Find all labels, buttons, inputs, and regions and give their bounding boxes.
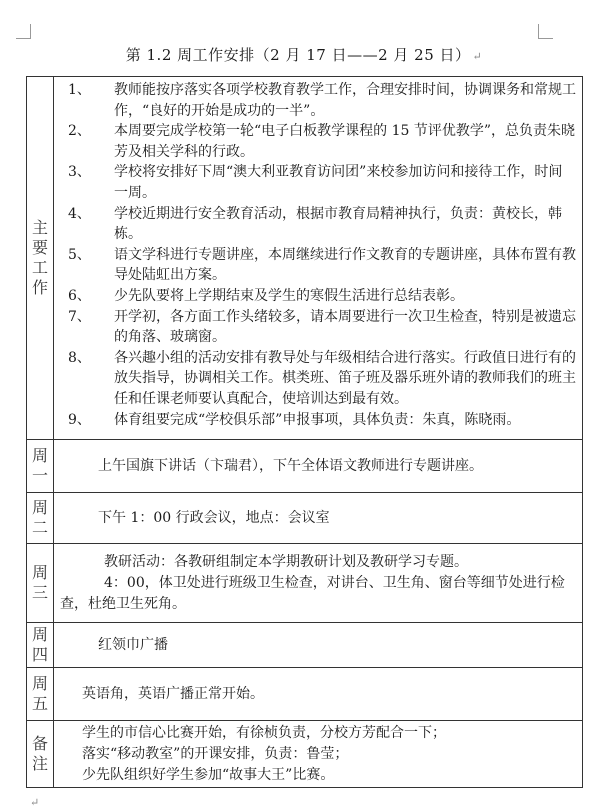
thursday-label [27, 623, 54, 668]
tuesday-content [54, 493, 583, 544]
label-char: 周 [31, 674, 48, 693]
item-text: 学校将安排好下周“澳大利亚教育访问团”来校参加访问和接待工作，时间一周。 [114, 164, 563, 201]
page-corner-mark-right [538, 24, 553, 39]
notes-row [27, 721, 583, 788]
item-text: 少先队要将上学期结束及学生的寒假生活进行总结表彰。 [114, 287, 464, 304]
label-char: 主 [31, 218, 48, 237]
paragraph-mark-icon: ↵ [30, 796, 40, 809]
weekly-schedule-table [26, 76, 583, 788]
day-line: 下午 1：00 行政会议，地点：会议室 [98, 509, 330, 526]
item-text: 学校近期进行安全教育活动，根据市教育局精神执行，负责：黄校长，韩栋。 [114, 205, 562, 243]
list-item [60, 204, 576, 245]
main-work-row [27, 77, 583, 440]
day-line: 教研活动：各教研组制定本学期教研计划及教研学习专题。 [104, 553, 468, 570]
title-text: 第 1.2 周工作安排（2 月 17 日——2 月 25 日） [125, 46, 471, 64]
item-number: 6、 [68, 287, 91, 304]
item-number: 4、 [68, 205, 91, 222]
page-corner-mark-left [16, 24, 31, 39]
page-title [0, 44, 608, 65]
label-char: 注 [31, 754, 48, 773]
wednesday-row [27, 544, 583, 623]
tuesday-row [27, 493, 583, 544]
item-text: 语文学科进行专题讲座，本周继续进行作文教育的专题讲座，具体布置有教导处陆虹出方案。 [114, 246, 576, 284]
label-char: 周 [31, 498, 48, 517]
item-text: 教师能按序落实各项学校教育教学工作，合理安排时间，协调课务和常规工作，“良好的开始是成功的一半”。 [114, 82, 576, 119]
main-work-label [27, 77, 54, 440]
wednesday-label [27, 544, 54, 623]
label-char: 周 [31, 563, 48, 582]
item-text: 各兴趣小组的活动安排有教导处与年级相结合进行落实。行政值日进行有的放失指导，协调相关工作。棋类班、笛子班及器乐班外请的教师我们的班主任和任课老师要认真配合，使培训达到最有效。 [114, 349, 576, 407]
friday-row [27, 668, 583, 721]
monday-label [27, 440, 54, 493]
thursday-content [54, 623, 583, 668]
wednesday-content [54, 544, 583, 623]
list-item [60, 80, 576, 121]
list-item [60, 121, 576, 162]
list-item [60, 286, 576, 307]
label-char: 周 [31, 625, 48, 644]
note-line: 少先队组织好学生参加“故事大王”比赛。 [82, 766, 335, 783]
notes-content [54, 721, 583, 788]
day-line: 4：00，体卫处进行班级卫生检查，对讲台、卫生角、窗台等细节处进行检查，杜绝卫生死角。 [60, 574, 565, 612]
note-line: 落实“移动教室”的开课安排，负责：鲁莹； [82, 745, 349, 762]
label-char: 要 [31, 238, 48, 257]
label-char: 五 [31, 694, 48, 713]
tuesday-label [27, 493, 54, 544]
item-text: 本周要完成学校第一轮“电子白板教学课程的 15 节评优教学”，总负责朱晓芳及相关学科的行政。 [114, 123, 576, 160]
label-char: 三 [31, 583, 48, 602]
label-char: 工 [31, 258, 48, 277]
day-line: 英语角，英语广播正常开始。 [82, 685, 264, 702]
item-number: 2、 [68, 123, 91, 140]
item-number: 1、 [68, 82, 91, 98]
item-number: 7、 [68, 308, 91, 325]
friday-label [27, 668, 54, 721]
label-char: 二 [31, 518, 48, 537]
paragraph-mark-icon: ↵ [472, 50, 483, 63]
note-line: 学生的市信心比赛开始，有徐桢负责，分校方芳配合一下； [82, 724, 446, 741]
day-line: 红领巾广播 [98, 636, 168, 653]
day-line: 上午国旗下讲话（卞瑞君），下午全体语文教师进行专题讲座。 [98, 457, 483, 474]
monday-row [27, 440, 583, 493]
list-item [60, 348, 576, 410]
item-text: 体育组要完成“学校俱乐部”申报事项，具体负责：朱真，陈晓雨。 [114, 411, 521, 428]
label-char: 周 [31, 446, 48, 465]
item-number: 5、 [68, 246, 91, 263]
item-text: 开学初，各方面工作头绪较多，请本周要进行一次卫生检查，特别是被遗忘的角落、玻璃窗。 [114, 308, 576, 346]
label-char: 四 [31, 645, 48, 664]
thursday-row [27, 623, 583, 668]
label-char: 作 [31, 278, 48, 297]
list-item [60, 410, 576, 431]
item-number: 3、 [68, 164, 91, 181]
list-item [60, 162, 576, 203]
item-number: 9、 [68, 411, 91, 428]
list-item [60, 307, 576, 348]
label-char: 一 [31, 466, 48, 485]
item-number: 8、 [68, 349, 91, 366]
notes-label [27, 721, 54, 788]
main-work-list [54, 77, 582, 433]
main-work-content [54, 77, 583, 440]
monday-content [54, 440, 583, 493]
friday-content [54, 668, 583, 721]
label-char: 备 [31, 734, 48, 753]
list-item [60, 245, 576, 286]
